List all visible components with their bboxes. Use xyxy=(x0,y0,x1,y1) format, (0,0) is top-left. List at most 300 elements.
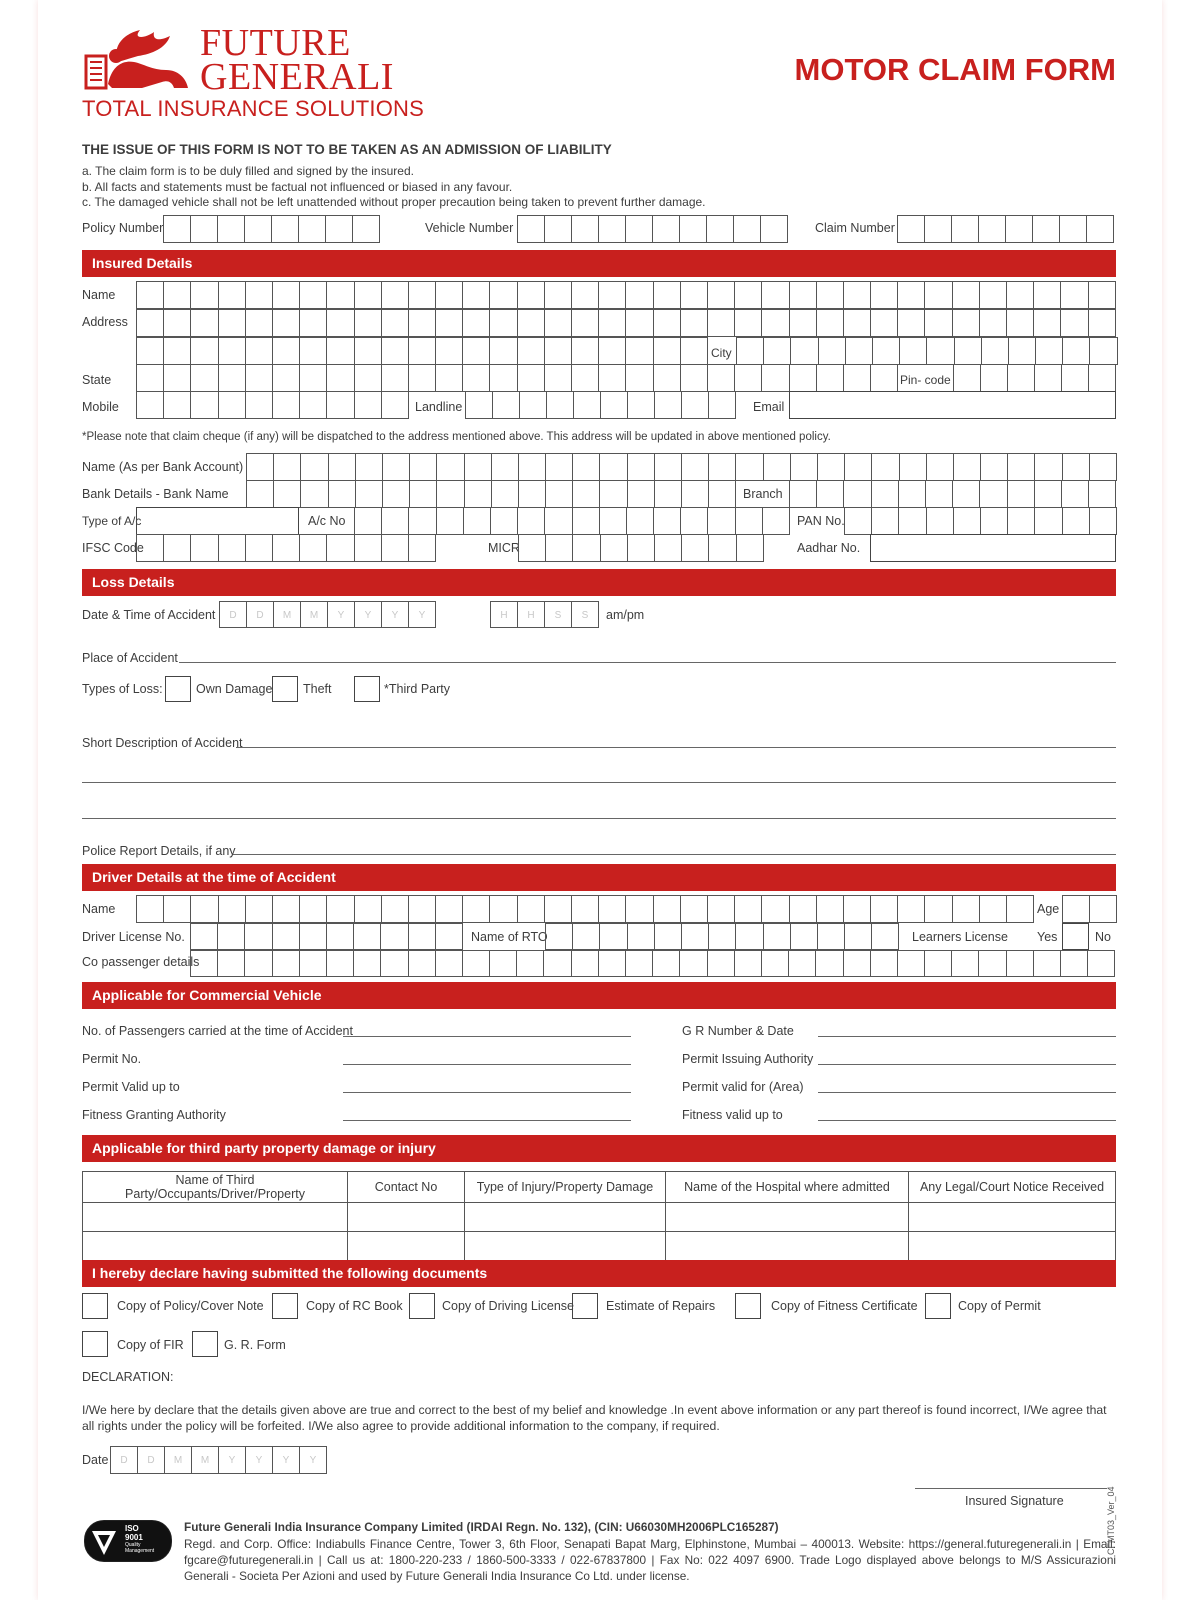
input-cell[interactable] xyxy=(655,534,682,562)
input-cell[interactable] xyxy=(1035,364,1062,392)
input-cell[interactable] xyxy=(354,923,381,950)
input-cell[interactable] xyxy=(273,309,300,337)
input-cell[interactable] xyxy=(191,391,218,419)
input-cell[interactable] xyxy=(654,281,681,309)
input-cell[interactable] xyxy=(844,309,871,337)
input-cell[interactable] xyxy=(764,923,791,950)
document-checkbox[interactable] xyxy=(925,1293,951,1319)
input-cell[interactable] xyxy=(409,507,436,535)
input-cell[interactable] xyxy=(409,309,436,337)
input-cell[interactable] xyxy=(247,453,274,481)
input-cell[interactable]: D xyxy=(138,1446,165,1474)
input-cell[interactable] xyxy=(979,215,1006,243)
input-cell[interactable] xyxy=(790,364,817,392)
input-cell[interactable] xyxy=(383,453,410,481)
input-cell[interactable] xyxy=(517,950,544,977)
input-cell[interactable] xyxy=(437,480,464,508)
input-cell[interactable] xyxy=(326,215,353,243)
input-cell[interactable] xyxy=(599,215,626,243)
input-cell[interactable] xyxy=(381,950,408,977)
input-cell[interactable] xyxy=(1087,215,1114,243)
input-cell[interactable] xyxy=(436,281,463,309)
input-cell[interactable] xyxy=(137,895,164,923)
input-cell[interactable] xyxy=(355,364,382,392)
input-cell[interactable] xyxy=(817,309,844,337)
input-cell[interactable] xyxy=(626,950,653,977)
input-cell[interactable] xyxy=(790,895,817,923)
input-cell[interactable] xyxy=(626,337,653,365)
input-cell[interactable] xyxy=(518,281,545,309)
input-cell[interactable] xyxy=(463,895,490,923)
input-cell[interactable] xyxy=(327,391,354,419)
input-cell[interactable] xyxy=(709,453,736,481)
landline-input[interactable] xyxy=(465,391,736,419)
input-cell[interactable] xyxy=(898,309,925,337)
input-cell[interactable] xyxy=(465,453,492,481)
input-cell[interactable] xyxy=(600,480,627,508)
input-cell[interactable] xyxy=(463,309,490,337)
account-type-input[interactable] xyxy=(136,507,299,535)
document-checkbox[interactable] xyxy=(192,1331,218,1357)
input-cell[interactable] xyxy=(572,895,599,923)
input-cell[interactable] xyxy=(735,895,762,923)
input-cell[interactable] xyxy=(981,364,1008,392)
bank-account-name-input[interactable] xyxy=(246,453,1117,481)
input-cell[interactable] xyxy=(327,950,354,977)
input-cell[interactable]: Y xyxy=(328,601,355,628)
input-cell[interactable] xyxy=(545,215,572,243)
input-cell[interactable] xyxy=(164,391,191,419)
gr-number-input[interactable] xyxy=(818,1036,1116,1037)
input-cell[interactable] xyxy=(191,281,218,309)
input-cell[interactable] xyxy=(761,215,788,243)
input-cell[interactable] xyxy=(600,507,627,535)
input-cell[interactable] xyxy=(573,453,600,481)
document-checkbox[interactable] xyxy=(82,1293,108,1319)
input-cell[interactable] xyxy=(653,215,680,243)
input-cell[interactable] xyxy=(272,215,299,243)
input-cell[interactable] xyxy=(246,281,273,309)
bank-name-input[interactable] xyxy=(246,480,736,508)
input-cell[interactable] xyxy=(655,923,682,950)
input-cell[interactable] xyxy=(763,507,790,535)
rto-input[interactable] xyxy=(545,923,899,950)
input-cell[interactable] xyxy=(574,391,601,419)
micr-input[interactable] xyxy=(518,534,764,562)
input-cell[interactable] xyxy=(137,391,164,419)
input-cell[interactable] xyxy=(736,923,763,950)
input-cell[interactable] xyxy=(844,281,871,309)
table-row[interactable] xyxy=(83,1203,1116,1232)
input-cell[interactable] xyxy=(791,337,818,365)
input-cell[interactable] xyxy=(601,391,628,419)
input-cell[interactable] xyxy=(1008,364,1035,392)
input-cell[interactable]: Y xyxy=(355,601,382,628)
input-cell[interactable] xyxy=(1033,215,1060,243)
input-cell[interactable] xyxy=(273,364,300,392)
input-cell[interactable] xyxy=(1090,895,1117,923)
input-cell[interactable] xyxy=(300,895,327,923)
input-cell[interactable] xyxy=(789,950,816,977)
input-cell[interactable] xyxy=(409,281,436,309)
input-cell[interactable] xyxy=(493,391,520,419)
input-cell[interactable] xyxy=(191,364,218,392)
input-cell[interactable] xyxy=(600,923,627,950)
input-cell[interactable] xyxy=(953,480,980,508)
input-cell[interactable] xyxy=(301,453,328,481)
document-checkbox[interactable] xyxy=(735,1293,761,1319)
input-cell[interactable] xyxy=(518,507,545,535)
input-cell[interactable] xyxy=(490,337,517,365)
input-cell[interactable] xyxy=(599,337,626,365)
input-cell[interactable] xyxy=(735,364,762,392)
input-cell[interactable] xyxy=(655,480,682,508)
input-cell[interactable] xyxy=(898,281,925,309)
input-cell[interactable] xyxy=(273,895,300,923)
input-cell[interactable] xyxy=(545,337,572,365)
input-cell[interactable] xyxy=(546,480,573,508)
input-cell[interactable] xyxy=(436,950,463,977)
accident-time-input[interactable] xyxy=(490,601,599,628)
accident-place-input[interactable] xyxy=(179,662,1116,663)
input-cell[interactable] xyxy=(1034,281,1061,309)
input-cell[interactable] xyxy=(273,337,300,365)
input-cell[interactable] xyxy=(762,364,789,392)
input-cell[interactable] xyxy=(601,534,628,562)
input-cell[interactable] xyxy=(626,364,653,392)
input-cell[interactable] xyxy=(381,923,408,950)
input-cell[interactable] xyxy=(273,923,300,950)
input-cell[interactable] xyxy=(137,337,164,365)
input-cell[interactable] xyxy=(844,895,871,923)
input-cell[interactable] xyxy=(655,391,682,419)
input-cell[interactable] xyxy=(191,950,218,977)
permit-number-input[interactable] xyxy=(343,1064,631,1065)
input-cell[interactable] xyxy=(245,950,272,977)
input-cell[interactable] xyxy=(382,337,409,365)
input-cell[interactable] xyxy=(573,507,600,535)
input-cell[interactable] xyxy=(273,391,300,419)
input-cell[interactable]: M xyxy=(165,1446,192,1474)
input-cell[interactable] xyxy=(463,364,490,392)
input-cell[interactable]: H xyxy=(518,601,545,628)
input-cell[interactable] xyxy=(353,215,380,243)
input-cell[interactable] xyxy=(953,309,980,337)
input-cell[interactable] xyxy=(572,215,599,243)
input-cell[interactable] xyxy=(681,337,708,365)
input-cell[interactable] xyxy=(246,534,273,562)
input-cell[interactable] xyxy=(654,895,681,923)
input-cell[interactable] xyxy=(654,507,681,535)
input-cell[interactable] xyxy=(327,534,354,562)
input-cell[interactable] xyxy=(1063,507,1090,535)
input-cell[interactable] xyxy=(246,337,273,365)
address-input-2[interactable] xyxy=(136,337,708,365)
input-cell[interactable] xyxy=(899,507,926,535)
table-row[interactable] xyxy=(83,1232,1116,1261)
input-cell[interactable] xyxy=(628,480,655,508)
input-cell[interactable] xyxy=(492,480,519,508)
input-cell[interactable] xyxy=(952,215,979,243)
input-cell[interactable] xyxy=(626,281,653,309)
input-cell[interactable] xyxy=(762,950,789,977)
permit-valid-input[interactable] xyxy=(343,1092,631,1093)
claim-number-input[interactable] xyxy=(897,215,1114,243)
document-checkbox[interactable] xyxy=(82,1331,108,1357)
input-cell[interactable] xyxy=(681,364,708,392)
input-cell[interactable] xyxy=(355,507,382,535)
input-cell[interactable] xyxy=(492,453,519,481)
input-cell[interactable] xyxy=(680,950,707,977)
input-cell[interactable] xyxy=(681,281,708,309)
input-cell[interactable] xyxy=(573,534,600,562)
accident-date-input[interactable] xyxy=(219,601,436,628)
permit-authority-input[interactable] xyxy=(818,1064,1116,1065)
input-cell[interactable] xyxy=(1090,507,1117,535)
input-cell[interactable] xyxy=(300,364,327,392)
input-cell[interactable] xyxy=(764,337,791,365)
input-cell[interactable] xyxy=(1089,281,1116,309)
input-cell[interactable] xyxy=(1063,453,1090,481)
input-cell[interactable] xyxy=(982,337,1009,365)
accident-description-input[interactable] xyxy=(82,818,1116,819)
input-cell[interactable] xyxy=(628,534,655,562)
input-cell[interactable] xyxy=(1089,480,1116,508)
input-cell[interactable] xyxy=(790,309,817,337)
input-cell[interactable] xyxy=(981,507,1008,535)
input-cell[interactable] xyxy=(327,364,354,392)
input-cell[interactable] xyxy=(437,453,464,481)
state-input[interactable] xyxy=(136,364,898,392)
input-cell[interactable] xyxy=(628,923,655,950)
input-cell[interactable] xyxy=(355,895,382,923)
input-cell[interactable] xyxy=(572,950,599,977)
input-cell[interactable]: H xyxy=(491,601,518,628)
input-cell[interactable] xyxy=(599,309,626,337)
input-cell[interactable] xyxy=(246,895,273,923)
input-cell[interactable]: S xyxy=(545,601,572,628)
insured-name-input[interactable] xyxy=(136,281,1116,309)
document-checkbox[interactable] xyxy=(409,1293,435,1319)
input-cell[interactable] xyxy=(191,534,218,562)
input-cell[interactable] xyxy=(219,534,246,562)
input-cell[interactable] xyxy=(1061,281,1088,309)
input-cell[interactable] xyxy=(572,337,599,365)
input-cell[interactable] xyxy=(327,337,354,365)
input-cell[interactable] xyxy=(191,309,218,337)
theft-checkbox[interactable] xyxy=(272,676,298,702)
input-cell[interactable] xyxy=(219,309,246,337)
input-cell[interactable] xyxy=(191,215,218,243)
input-cell[interactable] xyxy=(762,281,789,309)
input-cell[interactable] xyxy=(354,950,381,977)
input-cell[interactable] xyxy=(1009,337,1036,365)
input-cell[interactable] xyxy=(572,364,599,392)
input-cell[interactable] xyxy=(545,281,572,309)
accident-description-input[interactable] xyxy=(82,782,1116,783)
input-cell[interactable] xyxy=(245,215,272,243)
input-cell[interactable] xyxy=(573,923,600,950)
input-cell[interactable] xyxy=(871,950,898,977)
input-cell[interactable] xyxy=(844,950,871,977)
input-cell[interactable] xyxy=(164,534,191,562)
input-cell[interactable] xyxy=(409,337,436,365)
input-cell[interactable] xyxy=(382,391,409,419)
input-cell[interactable]: Y xyxy=(382,601,409,628)
fitness-authority-input[interactable] xyxy=(343,1120,631,1121)
input-cell[interactable] xyxy=(708,364,735,392)
input-cell[interactable] xyxy=(137,309,164,337)
address-input-1[interactable] xyxy=(136,309,1116,337)
input-cell[interactable] xyxy=(872,480,899,508)
input-cell[interactable] xyxy=(547,391,574,419)
input-cell[interactable] xyxy=(300,950,327,977)
input-cell[interactable] xyxy=(545,895,572,923)
input-cell[interactable] xyxy=(791,923,818,950)
input-cell[interactable] xyxy=(845,507,872,535)
input-cell[interactable] xyxy=(164,281,191,309)
input-cell[interactable] xyxy=(355,309,382,337)
fitness-valid-input[interactable] xyxy=(818,1120,1116,1121)
input-cell[interactable] xyxy=(898,895,925,923)
input-cell[interactable] xyxy=(872,507,899,535)
input-cell[interactable] xyxy=(572,281,599,309)
input-cell[interactable] xyxy=(1007,895,1034,923)
input-cell[interactable] xyxy=(355,534,382,562)
input-cell[interactable] xyxy=(654,309,681,337)
input-cell[interactable] xyxy=(626,309,653,337)
input-cell[interactable] xyxy=(871,309,898,337)
input-cell[interactable] xyxy=(520,391,547,419)
input-cell[interactable] xyxy=(247,480,274,508)
input-cell[interactable] xyxy=(518,309,545,337)
input-cell[interactable] xyxy=(764,453,791,481)
input-cell[interactable] xyxy=(736,507,763,535)
input-cell[interactable] xyxy=(708,309,735,337)
input-cell[interactable] xyxy=(846,337,873,365)
input-cell[interactable] xyxy=(681,309,708,337)
input-cell[interactable] xyxy=(164,895,191,923)
input-cell[interactable] xyxy=(164,364,191,392)
input-cell[interactable] xyxy=(327,281,354,309)
input-cell[interactable] xyxy=(898,215,925,243)
input-cell[interactable] xyxy=(900,337,927,365)
input-cell[interactable]: D xyxy=(220,601,247,628)
input-cell[interactable] xyxy=(491,507,518,535)
input-cell[interactable] xyxy=(191,895,218,923)
input-cell[interactable] xyxy=(1007,309,1034,337)
input-cell[interactable] xyxy=(954,507,981,535)
input-cell[interactable] xyxy=(871,364,898,392)
input-cell[interactable] xyxy=(709,480,736,508)
input-cell[interactable] xyxy=(872,923,899,950)
input-cell[interactable] xyxy=(273,281,300,309)
input-cell[interactable] xyxy=(273,534,300,562)
input-cell[interactable] xyxy=(899,480,926,508)
input-cell[interactable] xyxy=(682,923,709,950)
input-cell[interactable] xyxy=(734,215,761,243)
input-cell[interactable] xyxy=(1062,364,1089,392)
input-cell[interactable] xyxy=(872,453,899,481)
input-cell[interactable] xyxy=(356,453,383,481)
input-cell[interactable] xyxy=(681,507,708,535)
input-cell[interactable] xyxy=(137,534,164,562)
input-cell[interactable] xyxy=(816,950,843,977)
input-cell[interactable] xyxy=(546,453,573,481)
input-cell[interactable] xyxy=(952,950,979,977)
input-cell[interactable] xyxy=(300,923,327,950)
input-cell[interactable] xyxy=(655,453,682,481)
input-cell[interactable] xyxy=(735,309,762,337)
input-cell[interactable] xyxy=(219,281,246,309)
input-cell[interactable] xyxy=(844,364,871,392)
input-cell[interactable] xyxy=(356,480,383,508)
input-cell[interactable] xyxy=(274,453,301,481)
input-cell[interactable] xyxy=(845,923,872,950)
input-cell[interactable] xyxy=(871,281,898,309)
input-cell[interactable] xyxy=(219,364,246,392)
input-cell[interactable] xyxy=(817,281,844,309)
own-damage-checkbox[interactable] xyxy=(165,676,191,702)
input-cell[interactable] xyxy=(709,391,736,419)
input-cell[interactable] xyxy=(1090,337,1117,365)
pincode-input[interactable] xyxy=(953,364,1116,392)
input-cell[interactable] xyxy=(382,895,409,923)
input-cell[interactable] xyxy=(927,337,954,365)
input-cell[interactable] xyxy=(490,950,517,977)
input-cell[interactable] xyxy=(873,337,900,365)
input-cell[interactable] xyxy=(735,281,762,309)
age-input[interactable] xyxy=(1062,895,1117,923)
input-cell[interactable] xyxy=(329,453,356,481)
input-cell[interactable] xyxy=(845,453,872,481)
input-cell[interactable] xyxy=(790,281,817,309)
ifsc-input[interactable] xyxy=(136,534,436,562)
input-cell[interactable]: M xyxy=(274,601,301,628)
input-cell[interactable] xyxy=(1008,480,1035,508)
input-cell[interactable] xyxy=(708,950,735,977)
input-cell[interactable] xyxy=(599,950,626,977)
input-cell[interactable] xyxy=(980,895,1007,923)
vehicle-number-input[interactable] xyxy=(517,215,788,243)
input-cell[interactable] xyxy=(518,364,545,392)
input-cell[interactable] xyxy=(410,453,437,481)
input-cell[interactable] xyxy=(599,281,626,309)
input-cell[interactable] xyxy=(817,364,844,392)
input-cell[interactable] xyxy=(219,391,246,419)
input-cell[interactable] xyxy=(1088,950,1115,977)
input-cell[interactable] xyxy=(953,895,980,923)
input-cell[interactable] xyxy=(137,281,164,309)
input-cell[interactable] xyxy=(327,923,354,950)
input-cell[interactable] xyxy=(382,281,409,309)
input-cell[interactable] xyxy=(900,453,927,481)
input-cell[interactable] xyxy=(682,534,709,562)
input-cell[interactable] xyxy=(980,281,1007,309)
input-cell[interactable] xyxy=(382,534,409,562)
input-cell[interactable]: Y xyxy=(219,1446,246,1474)
input-cell[interactable] xyxy=(409,923,436,950)
input-cell[interactable] xyxy=(1035,480,1062,508)
input-cell[interactable] xyxy=(791,453,818,481)
input-cell[interactable] xyxy=(709,534,736,562)
signature-line[interactable] xyxy=(915,1488,1107,1489)
input-cell[interactable] xyxy=(925,215,952,243)
input-cell[interactable] xyxy=(1063,337,1090,365)
input-cell[interactable] xyxy=(925,309,952,337)
input-cell[interactable] xyxy=(355,281,382,309)
input-cell[interactable] xyxy=(926,480,953,508)
